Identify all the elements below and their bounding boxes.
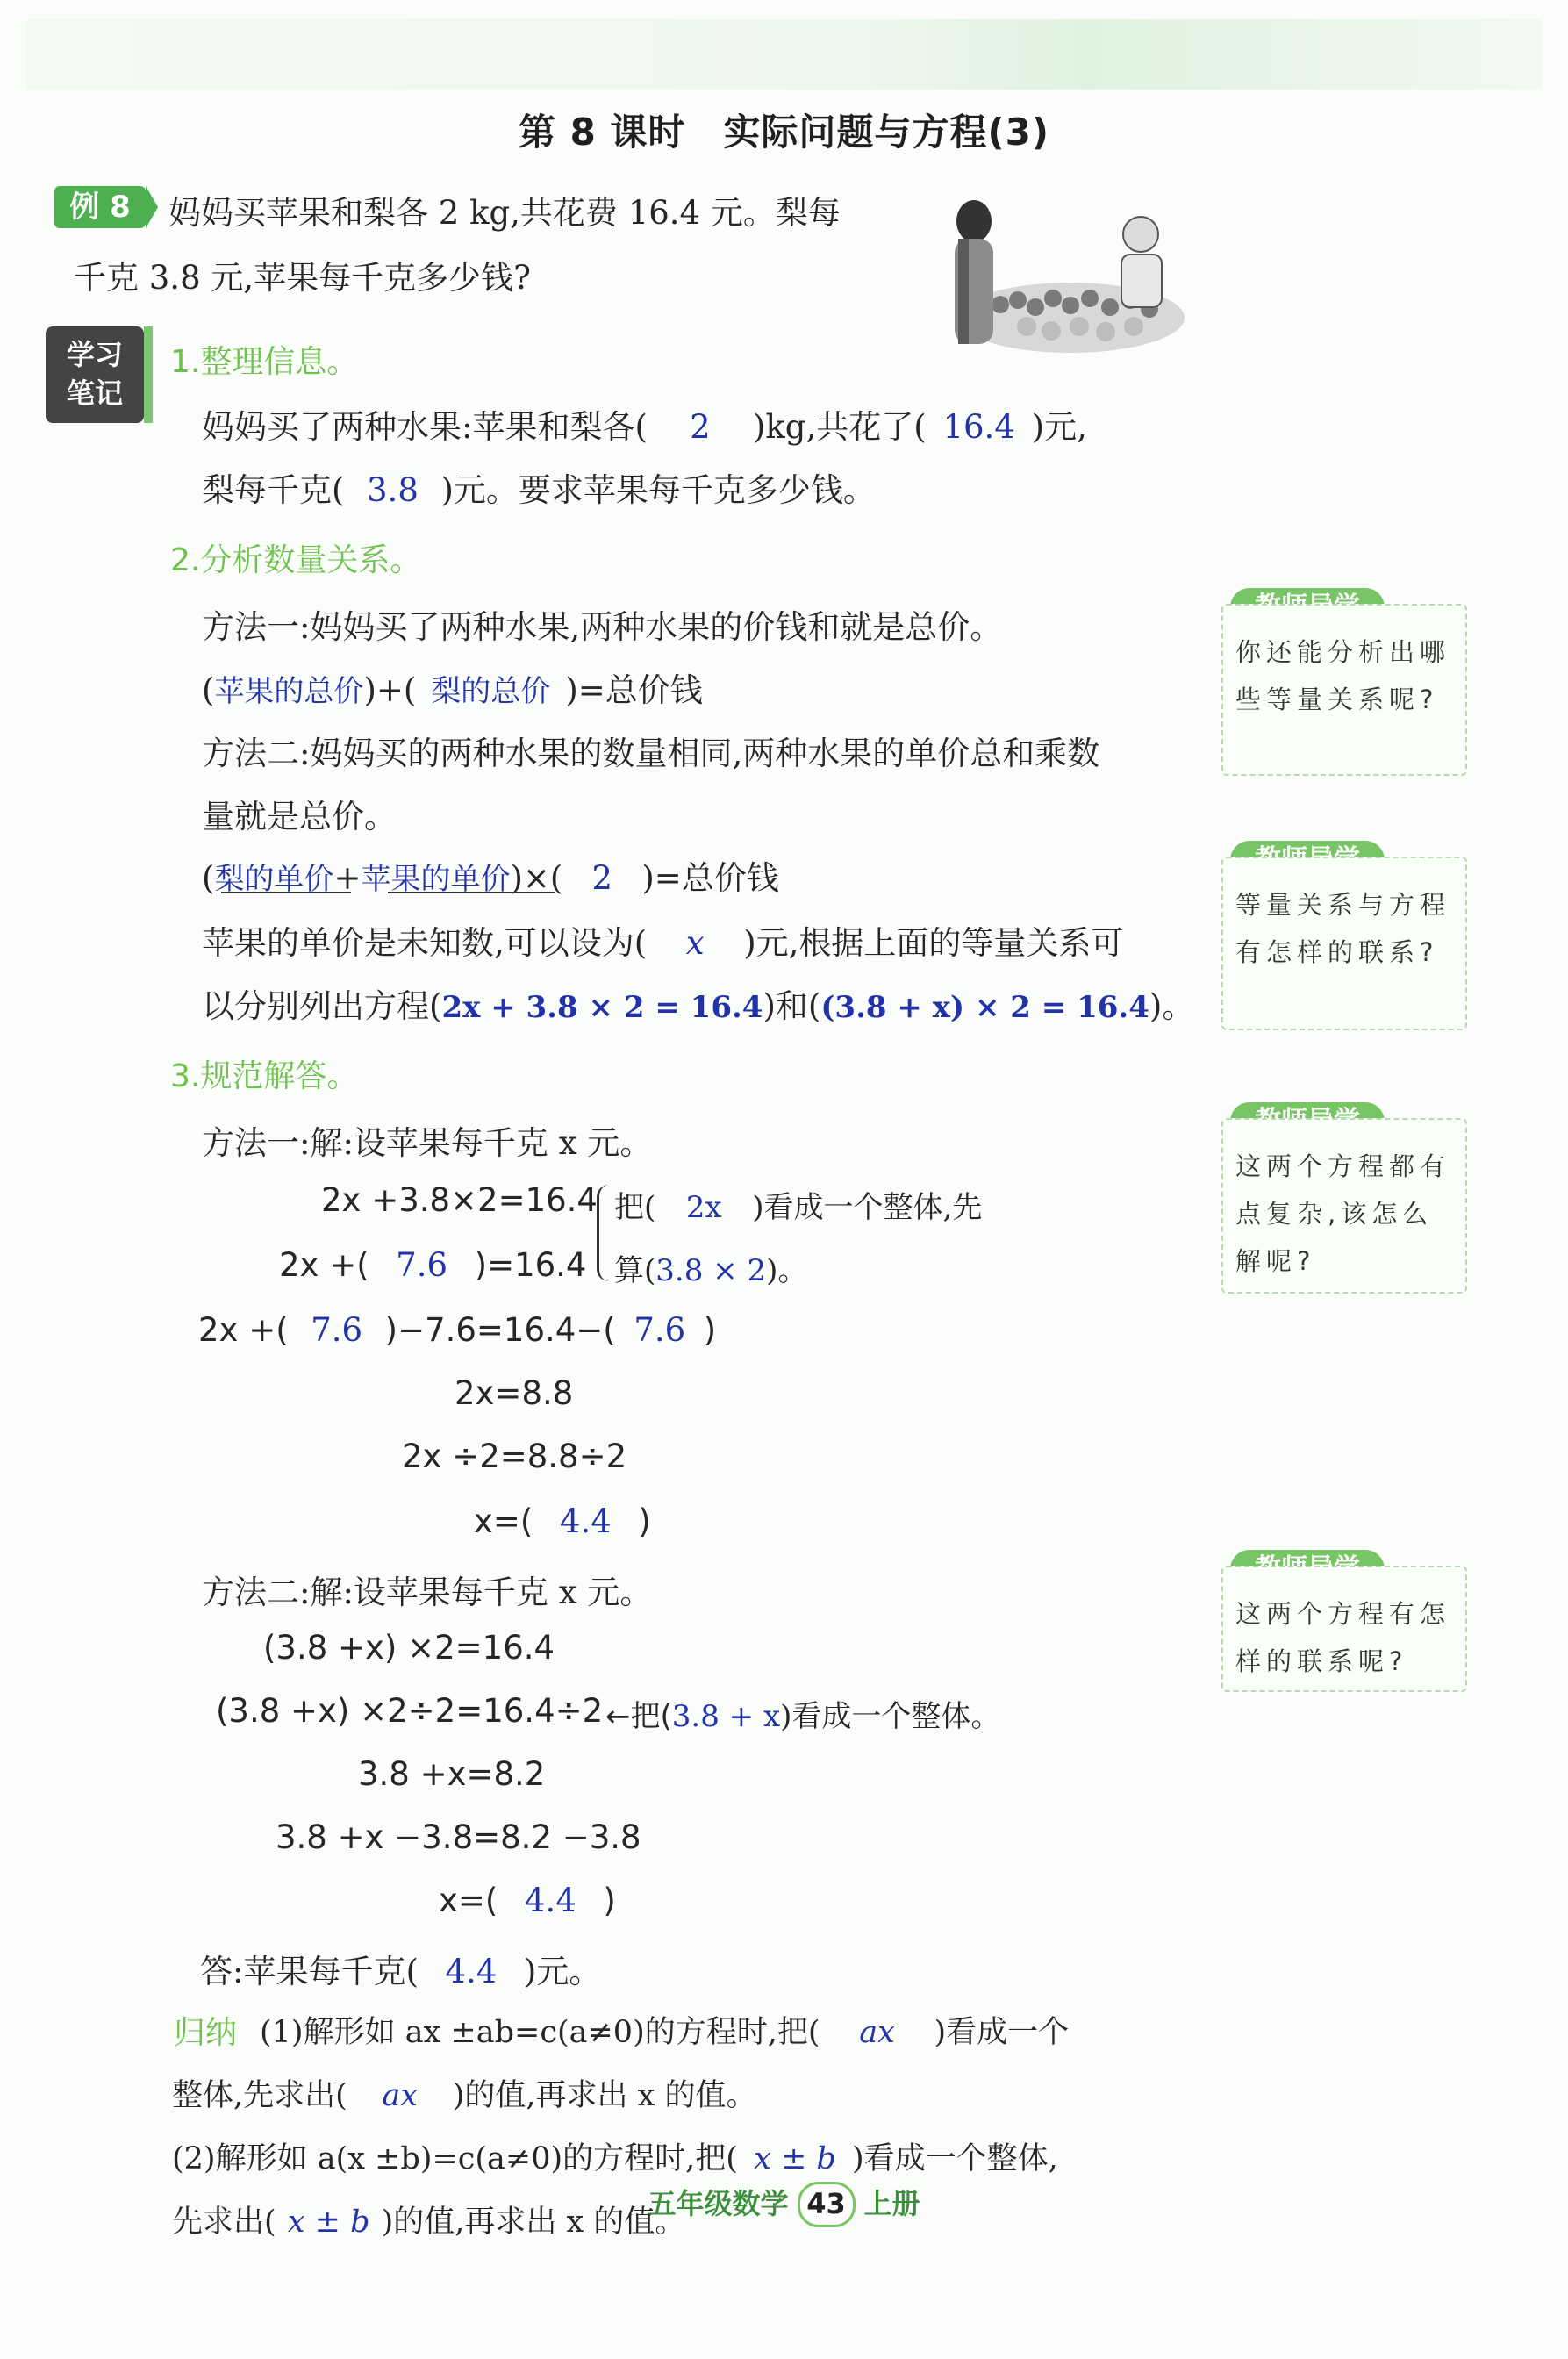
text: )。 <box>766 1253 808 1288</box>
solve-step-3 <box>198 1311 716 1349</box>
text: 整体,先求出( <box>172 2078 347 2113</box>
summary-item2-line1 <box>172 2134 1058 2178</box>
solve-step-5: 2x ÷2=8.8÷2 <box>402 1438 627 1475</box>
text: )看成一个整体,先 <box>752 1190 983 1225</box>
text: )kg,共花了( <box>752 408 927 446</box>
answer-blank: 苹果的单价 <box>361 862 511 897</box>
answer-blank: x <box>685 924 705 962</box>
answer-blank: x ± b <box>754 2141 836 2176</box>
answer-blank: 2 <box>591 859 613 897</box>
text: )看成一个 <box>934 2015 1070 2050</box>
teacher-tip-2: 等量关系与方程有怎样的联系? <box>1221 857 1467 1030</box>
study-notes-line1: 学习 <box>66 338 123 371</box>
summary-item1-line1 <box>260 2008 1069 2052</box>
solve-note-2 <box>614 1246 807 1289</box>
text: 梨每千克( <box>202 471 345 509</box>
solve2-note <box>605 1692 1000 1735</box>
study-notes-line2: 笔记 <box>66 376 123 410</box>
step1-line1 <box>202 400 1087 448</box>
text: )元。 <box>523 1953 602 1990</box>
answer-blank: 4.4 <box>445 1953 498 1990</box>
text: (2)解形如 a(x ±b)=c(a≠0)的方程时,把( <box>172 2141 738 2176</box>
text: )−7.6=16.4−( <box>384 1311 616 1349</box>
answer-blank: 梨的总价 <box>431 674 551 709</box>
answer-blank: ax <box>859 2015 895 2050</box>
step2-heading: 2.分析数量关系。 <box>170 542 422 578</box>
answer-blank: 4.4 <box>559 1502 612 1540</box>
footer-left: 五年级数学 <box>648 2187 789 2220</box>
teacher-tip-4: 这两个方程有怎样的联系呢? <box>1221 1566 1467 1692</box>
solve-note-1 <box>614 1183 982 1226</box>
text: ( <box>202 671 215 709</box>
answer-blank: 苹果的总价 <box>214 674 364 709</box>
answer-blank: 2 <box>690 408 711 446</box>
text: )元,根据上面的等量关系可 <box>743 924 1124 962</box>
text: ) <box>638 1502 651 1540</box>
step2-method2-line1: 方法二:妈妈买的两种水果的数量相同,两种水果的单价总和乘数 <box>202 735 1100 772</box>
solve-step-4: 2x=8.8 <box>455 1374 574 1412</box>
answer-blank: x ± b <box>287 2205 370 2240</box>
text: )元, <box>1031 408 1087 446</box>
step2-method1: 方法一:妈妈买了两种水果,两种水果的价钱和就是总价。 <box>202 608 1003 646</box>
text: )。 <box>1149 987 1195 1025</box>
solve2-step-2 <box>216 1692 603 1730</box>
text: 2x +( <box>279 1246 369 1284</box>
solve2-step-1: (3.8 +x) ×2=16.4 <box>263 1629 555 1667</box>
answer-blank: 2x + 3.8 × 2 = 16.4 <box>441 990 763 1025</box>
step1-line2 <box>202 463 876 511</box>
text: 算( <box>614 1253 656 1288</box>
example-badge-arrow <box>146 186 158 228</box>
final-answer <box>200 1945 601 1992</box>
top-band <box>26 19 1542 90</box>
text: ( <box>202 859 215 897</box>
summary-label: 归纳 <box>174 2015 238 2051</box>
example-text-line2: 千克 3.8 元,苹果每千克多少钱? <box>74 259 531 297</box>
text: ) <box>703 1311 717 1349</box>
example-text-line1: 妈妈买苹果和梨各 2 kg,共花费 16.4 元。梨每 <box>168 194 841 232</box>
text: x=( <box>439 1882 498 1919</box>
text: )+( <box>363 671 417 709</box>
solve2-step-5 <box>439 1882 616 1919</box>
answer-blank: 7.6 <box>396 1246 448 1284</box>
page-footer <box>0 2182 1568 2227</box>
text: x=( <box>474 1502 533 1540</box>
text: (1)解形如 ax ±ab=c(a≠0)的方程时,把( <box>260 2015 820 2050</box>
text: + <box>333 859 362 897</box>
text: 苹果的单价是未知数,可以设为( <box>202 924 648 962</box>
answer-blank: ax <box>382 2078 419 2113</box>
step1-heading: 1.整理信息。 <box>170 344 359 380</box>
step2-equation1 <box>202 663 703 711</box>
text: )=总价钱 <box>565 671 703 709</box>
answer-blank: 2x <box>685 1190 722 1225</box>
solve2-step-4: 3.8 +x −3.8=8.2 −3.8 <box>276 1818 641 1856</box>
step2-set-variable <box>202 916 1123 964</box>
fruit-stall-illustration <box>895 186 1185 362</box>
answer-blank: 3.8 + x <box>671 1699 781 1734</box>
answer-blank: 7.6 <box>311 1311 363 1349</box>
answer-blank: 16.4 <box>942 408 1015 446</box>
text: )=16.4 <box>474 1246 587 1284</box>
answer-blank: (3.8 + x) × 2 = 16.4 <box>820 990 1149 1025</box>
solve-step-2 <box>279 1246 586 1284</box>
text: )看成一个整体。 <box>780 1699 1001 1734</box>
brace <box>597 1185 615 1281</box>
text: (3.8 +x) ×2÷2=16.4÷2 <box>216 1692 604 1730</box>
page-number: 43 <box>798 2182 856 2227</box>
solve2-step-3: 3.8 +x=8.2 <box>358 1755 546 1793</box>
step2-method2-line2: 量就是总价。 <box>202 798 397 835</box>
text: 答:苹果每千克( <box>200 1953 419 1990</box>
text: )的值,再求出 x 的值。 <box>381 2205 686 2240</box>
answer-blank: 3.8 <box>367 471 419 509</box>
text: )看成一个整体, <box>851 2141 1058 2176</box>
study-notes-badge <box>46 326 144 423</box>
teacher-tip-1: 你还能分析出哪些等量关系呢? <box>1221 604 1467 776</box>
text: )=总价钱 <box>641 859 779 897</box>
text: ←把( <box>605 1699 672 1734</box>
text: 妈妈买了两种水果:苹果和梨各( <box>202 408 648 446</box>
footer-right: 上册 <box>863 2187 920 2220</box>
step3-method1-title: 方法一:解:设苹果每千克 x 元。 <box>202 1124 653 1162</box>
text: 把( <box>614 1190 656 1225</box>
text: 先求出( <box>172 2205 276 2240</box>
blank-underline <box>388 892 555 893</box>
text: 2x +( <box>198 1311 289 1349</box>
step3-method2-title: 方法二:解:设苹果每千克 x 元。 <box>202 1574 653 1611</box>
summary-item1-line2 <box>172 2071 757 2115</box>
step3-heading: 3.规范解答。 <box>170 1058 359 1094</box>
text: 以分别列出方程( <box>202 987 442 1025</box>
solve-step-6 <box>474 1502 651 1540</box>
example-badge: 例 8 <box>54 186 146 228</box>
answer-blank: 4.4 <box>524 1882 576 1919</box>
teacher-tip-3: 这两个方程都有点复杂,该怎么解呢? <box>1221 1118 1467 1294</box>
blank-underline <box>221 892 351 893</box>
text: ) <box>603 1882 616 1919</box>
answer-blank: 7.6 <box>634 1311 686 1349</box>
answer-blank: 梨的单价 <box>214 862 334 897</box>
answer-blank: 3.8 × 2 <box>655 1253 767 1288</box>
text: )元。要求苹果每千克多少钱。 <box>440 471 876 509</box>
text: )和( <box>763 987 821 1025</box>
text: )的值,再求出 x 的值。 <box>452 2078 757 2113</box>
solve-step-1: 2x +3.8×2=16.4 <box>321 1181 598 1219</box>
page-title: 第 8 课时 实际问题与方程(3) <box>518 111 1050 154</box>
step2-equations <box>202 979 1194 1027</box>
text: )×( <box>510 859 563 897</box>
